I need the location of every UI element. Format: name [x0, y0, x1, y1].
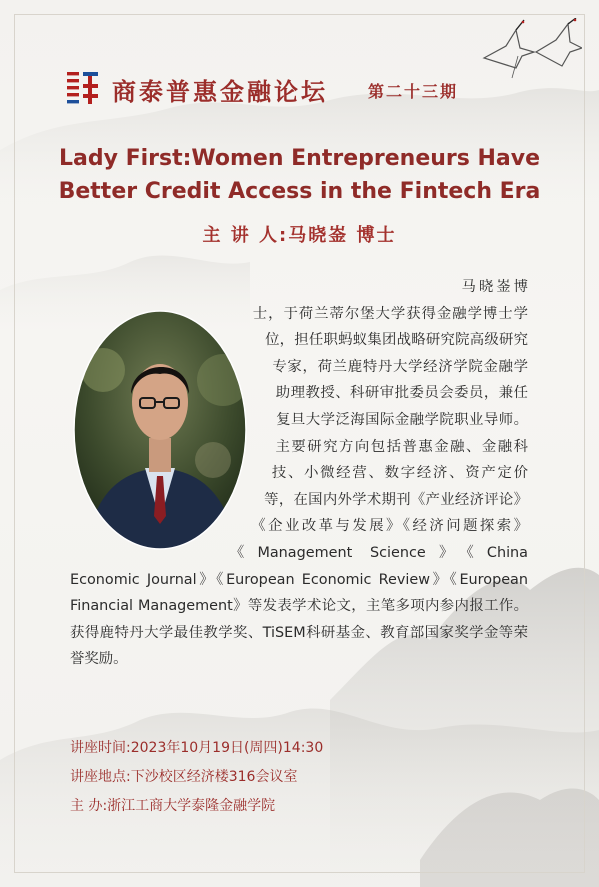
- bio-text: 马晓崟博士，于荷兰蒂尔堡大学获得金融学博士学位，担任职蚂蚁集团战略研究院高级研究专家，荷兰鹿特丹大学经济学院金融学助理教授、科研审批委员会委员，兼任复旦大学泛海国际金融学院职业导师。主要研究方向包括普惠金融、金融科技、小微经营、数字经济、资产定价等，在国内外学术期刊《产业经济评论》《企业改革与发展》《经济问题探索》《Management Science》《China Economic Journal》《European Economic Review》《European Financial Management》等发表学术论文，主笔多项内参内报工作。获得鹿特丹大学最佳教学奖、TiSEM科研基金、教育部国家奖学金等荣誉奖励。: [70, 279, 528, 668]
- speaker-label: 主 讲 人:马晓崟 博士: [202, 225, 397, 246]
- lecture-place: 讲座地点:下沙校区经济楼316会议室: [70, 769, 298, 785]
- forum-title: 商泰普惠金融论坛: [112, 77, 328, 106]
- talk-title: [20, 142, 579, 208]
- lecture-time: 讲座时间:2023年10月19日(周四)14:30: [70, 740, 324, 756]
- talk-title-line-1: Lady First:Women Entrepreneurs Have: [58, 146, 541, 171]
- speaker-bio: [70, 274, 528, 673]
- forum-logo-icon: [66, 70, 100, 104]
- forum-issue: 第二十三期: [368, 82, 459, 101]
- lecture-host: 主 办:浙江工商大学泰隆金融学院: [70, 798, 276, 814]
- cranes-illustration: [476, 18, 582, 80]
- talk-title-line-2: Better Credit Access in the Fintech Era: [58, 179, 541, 204]
